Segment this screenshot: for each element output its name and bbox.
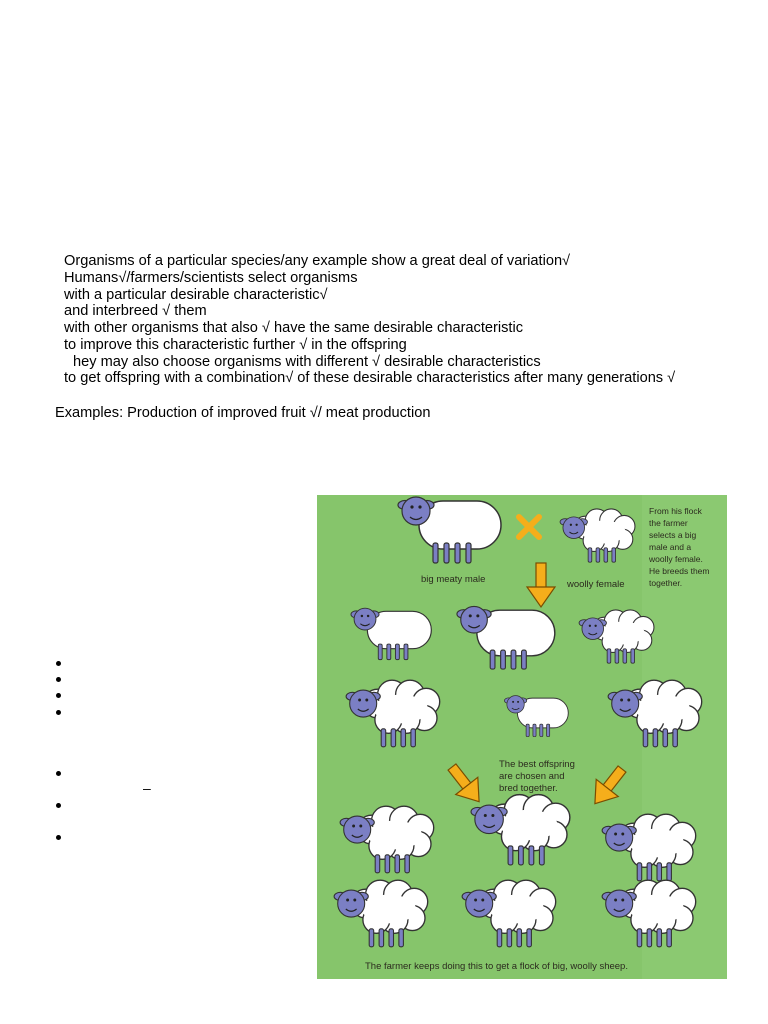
answer-line-2: Humans√/farmers/scientists select organisms [64,270,358,286]
bullet-point [56,835,61,840]
figure-caption: The farmer keeps doing this to get a flock of big, woolly sheep. [365,961,628,972]
answer-line-7: hey may also choose organisms with different √ desirable characteristics [73,354,541,370]
svg-text:the farmer: the farmer [649,518,688,528]
svg-text:together.: together. [649,578,683,588]
bullet-point [56,771,61,776]
svg-text:He breeds them: He breeds them [649,566,710,576]
answer-line-4: and interbreed √ them [64,303,207,319]
svg-text:bred together.: bred together. [499,783,558,794]
svg-text:From his flock: From his flock [649,506,702,516]
label-woolly-female: woolly female [567,579,625,590]
dash-mark: – [143,780,151,796]
bullet-point [56,710,61,715]
bullet-point [56,661,61,666]
svg-text:male and a: male and a [649,542,692,552]
svg-text:The best offspring: The best offspring [499,759,575,770]
answer-line-6: to improve this characteristic further √ in the offspring [64,337,407,353]
svg-text:are chosen and: are chosen and [499,771,565,782]
answer-line-5: with other organisms that also √ have the same desirable characteristic [64,320,524,336]
svg-text:selects a big: selects a big [649,530,697,540]
bullet-point [56,803,61,808]
answer-line-1: Organisms of a particular species/any example show a great deal of variation√ [64,253,571,269]
label-big-meaty-male: big meaty male [421,574,486,585]
answer-line-8: to get offspring with a combination√ of these desirable characteristics after many generations √ [64,370,676,386]
selective-breeding-figure [317,495,727,979]
svg-text:woolly female.: woolly female. [649,554,703,564]
answer-line-3: with a particular desirable characteristic√ [64,287,328,303]
bullet-point [56,677,61,682]
examples-line: Examples: Production of improved fruit √/ meat production [55,405,431,421]
bullet-point [56,693,61,698]
